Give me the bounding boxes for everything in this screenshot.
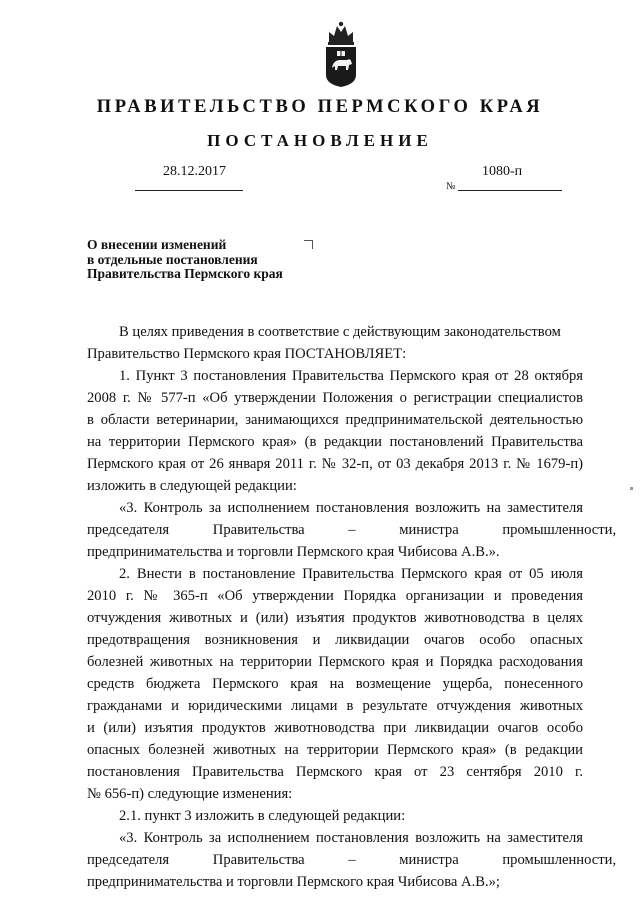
document-type-title: ПОСТАНОВЛЕНИЕ (207, 131, 433, 150)
number-underline (458, 190, 562, 191)
subject-line: в отдельные постановления (87, 251, 258, 267)
body-line: опасных болезней животных на территории Пермского края» (в редакции (87, 742, 583, 758)
body-line: отчуждения животных и (или) изъятия продуктов животноводства в целях (87, 610, 583, 626)
body-line: 2. Внести в постановление Правительства Пермского края от 05 июля (119, 566, 583, 582)
date-underline (135, 190, 243, 191)
body-line: председателя Правительства – министра промышленности, (87, 522, 617, 538)
body-line: на территории Пермского края» (в редакции постановлений Правительства (87, 434, 583, 450)
body-line: предотвращения возникновения и ликвидации очагов особо опасных (87, 632, 583, 648)
body-line: Правительство Пермского края ПОСТАНОВЛЯЕТ: (87, 346, 407, 362)
body-line: 2008 г. № 577-п «Об утверждении Положения о регистрации специалистов (87, 390, 583, 406)
body-line: постановления Правительства Пермского края от 23 сентября 2010 г. (87, 764, 583, 780)
corner-mark (304, 240, 313, 249)
body-line: председателя Правительства – министра промышленности, (87, 852, 617, 868)
body-line: 2.1. пункт 3 изложить в следующей редакции: (119, 808, 406, 824)
body-line: и (или) изъятия продуктов животноводства при ликвидации очагов особо (87, 720, 583, 736)
body-line: № 656-п) следующие изменения: (87, 786, 293, 802)
body-line: изложить в следующей редакции: (87, 478, 297, 494)
document-number: 1080-п (482, 164, 523, 179)
body-line: болезней животных на территории Пермского края и Порядка расходования (87, 654, 583, 670)
body-line: в области ветеринарии, занимающихся предпринимательской деятельностью (87, 412, 583, 428)
subject-line: О внесении изменений (87, 237, 227, 252)
body-line: «3. Контроль за исполнением постановления возложить на заместителя (119, 830, 583, 846)
body-line: 2010 г. № 365-п «Об утверждении Порядка организации и проведения (87, 588, 583, 604)
scan-speck (630, 487, 633, 490)
body-line: В целях приведения в соответствие с действующим законодательством (119, 324, 561, 340)
body-line: предпринимательства и торговли Пермского края Чибисова А.В.». (87, 544, 500, 560)
document-subject (87, 238, 283, 282)
body-line: «3. Контроль за исполнением постановления возложить на заместителя (119, 500, 583, 516)
document-date: 28.12.2017 (163, 164, 226, 179)
body-line: средств бюджета Пермского края на возмещение ущерба, понесенного (87, 676, 583, 692)
number-sign: № (446, 181, 456, 192)
perm-coat-of-arms-icon (323, 20, 359, 88)
subject-line: Правительства Пермского края (87, 266, 283, 281)
body-line: Пермского края от 26 января 2011 г. № 32-п, от 03 декабря 2013 г. № 1679-п) (87, 456, 583, 472)
body-line: предпринимательства и торговли Пермского края Чибисова А.В.»; (87, 874, 500, 890)
government-title: ПРАВИТЕЛЬСТВО ПЕРМСКОГО КРАЯ (96, 97, 544, 117)
body-line: гражданами и юридическими лицами в результате отчуждения животных (87, 698, 583, 714)
body-line: 1. Пункт 3 постановления Правительства Пермского края от 28 октября (119, 368, 583, 384)
